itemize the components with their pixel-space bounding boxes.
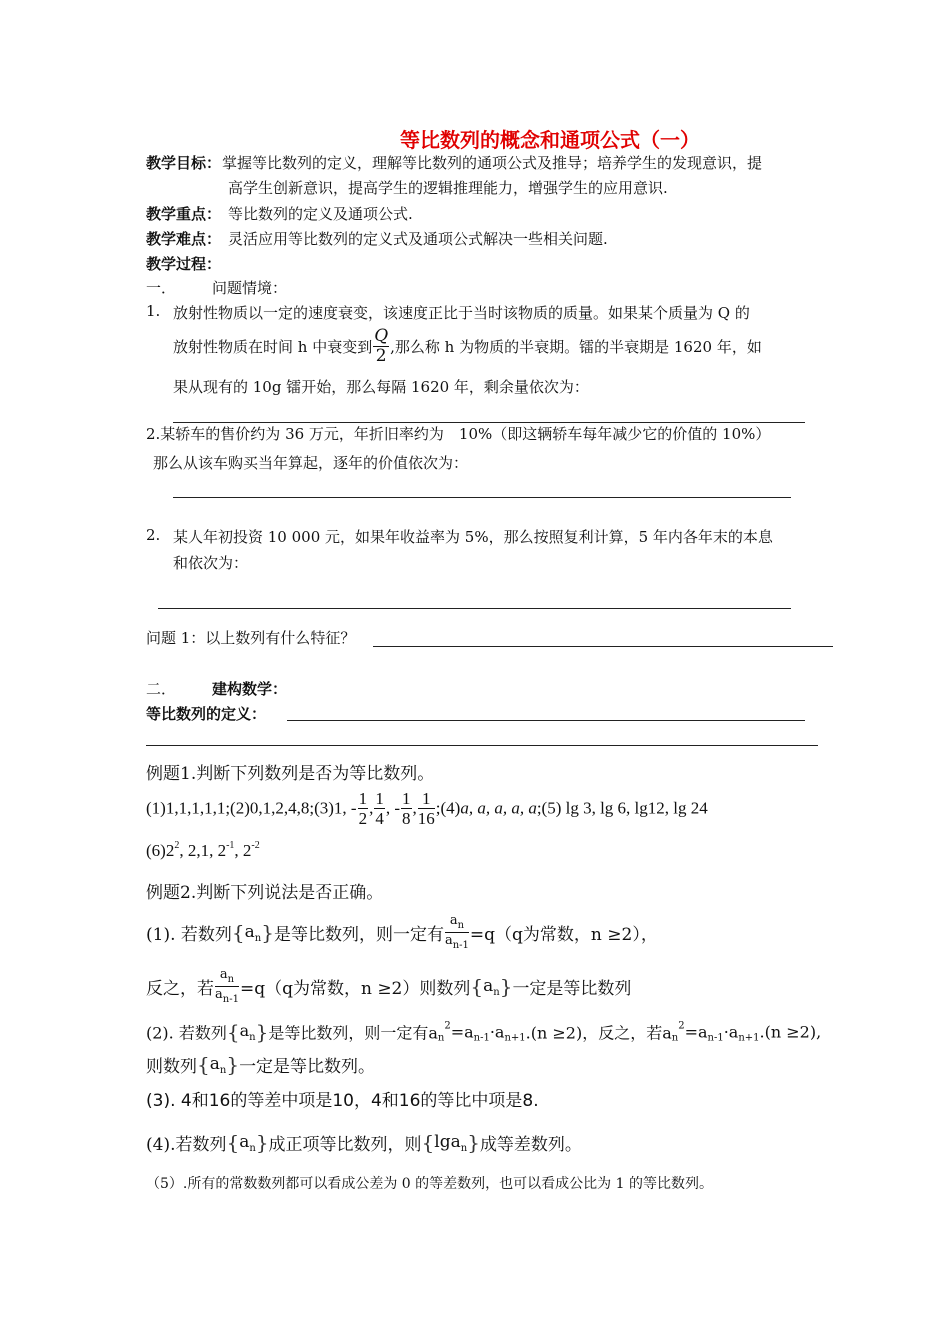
answer-line-3	[158, 608, 791, 609]
process-label: 教学过程：	[146, 255, 222, 273]
statement4	[146, 1130, 582, 1155]
subscript: n-1	[452, 940, 469, 951]
item3-num: 2.	[146, 526, 161, 544]
keypoints-label: 教学重点：	[146, 205, 222, 223]
a-n	[245, 922, 262, 942]
right-brace: }	[467, 1130, 480, 1155]
subscript: n-1	[222, 994, 239, 1005]
statement3: (3). 4和16的等差中项是10，4和16的等比中项是8.	[146, 1091, 539, 1111]
denominator: 8	[402, 809, 411, 828]
a: a	[244, 921, 255, 942]
section2-title: 建构数学：	[212, 680, 288, 698]
example1-sequences	[146, 790, 708, 827]
s2-part-e: .(n ≥2)，反之，若a	[525, 1023, 672, 1043]
example1-title: 例题1.判断下列数列是否为等比数列。	[146, 764, 435, 784]
item1-line3: 果从现有的 10g 镭开始，那么每隔 1620 年，剩余量依次为：	[173, 378, 589, 396]
a-n	[239, 1021, 256, 1043]
subscript: n	[493, 986, 500, 998]
s2-part-b: 是等比数列，则一定有a	[268, 1023, 438, 1043]
difficulty-label: 教学难点：	[146, 230, 222, 248]
difficulty-text: 灵活应用等比数列的定义式及通项公式解决一些相关问题.	[228, 230, 608, 248]
numerator: 1	[402, 789, 411, 808]
s2-part-g: 则数列	[146, 1057, 197, 1077]
a: a	[215, 987, 223, 1002]
comma-minus: , -	[385, 798, 401, 818]
subscript: n	[249, 1032, 256, 1043]
example2-title: 例题2.判断下列说法是否正确。	[146, 883, 384, 903]
goals-line1: 掌握等比数列的定义，理解等比数列的通项公式及推导；培养学生的发现意识，提	[222, 154, 763, 172]
s2-part-a: (2). 若数列	[146, 1023, 227, 1043]
a: a	[239, 1021, 250, 1040]
question1: 问题 1：以上数列有什么特征？	[146, 629, 356, 647]
superscript: -2	[251, 840, 260, 851]
subscript: n+1	[738, 1032, 760, 1044]
minus-sign: -	[350, 798, 357, 818]
a: a	[209, 1053, 220, 1074]
item3-line1: 某人年初投资 10 000 元，如果年收益率为 5%，那么按照复利计算，5 年内各年末的本息	[173, 528, 773, 546]
keypoints-text: 等比数列的定义及通项公式.	[228, 205, 413, 223]
answer-line-2	[173, 497, 791, 498]
s2-part-c: =a	[450, 1022, 474, 1042]
item1-line2	[173, 328, 762, 365]
page-title: 等比数列的概念和通项公式（一）	[400, 128, 700, 152]
lga: lga	[434, 1131, 461, 1152]
left-brace: {	[421, 1130, 435, 1155]
statement1	[146, 914, 658, 951]
s4-part-b: 成正项等比数列，则	[268, 1135, 422, 1155]
a: a	[483, 975, 494, 996]
statement2	[146, 1020, 821, 1044]
s2-part-c: =a	[684, 1022, 708, 1042]
fraction-1-8	[401, 790, 412, 827]
answer-line-question1	[373, 646, 833, 647]
s1-part-c: =q（q为常数，n ≥2），	[469, 925, 658, 945]
section1-num: 一．	[146, 279, 177, 297]
s4-part-a: (4).若数列	[146, 1135, 227, 1155]
subscript: n	[219, 1064, 227, 1076]
fraction-denominator: 2	[375, 346, 387, 366]
superscript: 2	[444, 1020, 451, 1032]
item1-line2b: ,那么称 h 为物质的半衰期。镭的半衰期是 1620 年，如	[390, 338, 762, 356]
sequences-part2: ;(4)	[435, 798, 461, 818]
left-brace: {	[231, 920, 245, 945]
subscript: n+1	[504, 1032, 526, 1044]
a: a	[449, 913, 458, 928]
superscript: 2	[678, 1020, 685, 1032]
fraction-1-16	[418, 790, 435, 827]
right-brace: }	[255, 1020, 269, 1044]
s2-part-h: 一定是等比数列。	[239, 1057, 376, 1077]
numerator: 1	[375, 789, 384, 808]
a-n	[210, 1054, 227, 1074]
fraction-numerator: Q	[374, 326, 389, 346]
an-over-an-1-fraction	[445, 914, 469, 951]
sequences-part1: (1)1,1,1,1,1;(2)0,1,2,4,8;(3)1,	[146, 798, 347, 818]
numerator	[215, 968, 239, 987]
subscript: n	[227, 974, 235, 985]
item2-line1: 2.某轿车的售价约为 36 万元，年折旧率约为 10%（即这辆轿车每年减少它的价值的 10%）	[146, 425, 771, 443]
numerator: 1	[358, 789, 368, 808]
s1r-part-b: =q（q为常数，n ≥2）则数列	[239, 979, 471, 999]
subscript: n	[457, 920, 465, 931]
seq6-sep: , 2	[234, 841, 252, 860]
left-brace: {	[470, 974, 484, 999]
a-n	[239, 1132, 256, 1152]
right-brace: }	[226, 1052, 240, 1077]
superscript: -1	[226, 840, 235, 851]
denominator: 4	[375, 809, 384, 828]
s2-part-d: ·a	[723, 1022, 739, 1042]
q-over-2-fraction	[373, 328, 389, 365]
section2-num: 二．	[146, 680, 177, 698]
s2-part-f: .(n ≥2),	[759, 1022, 822, 1042]
subscript: n	[437, 1032, 445, 1044]
seq6-rest: , 2,1, 2	[179, 841, 227, 860]
statement1-converse	[146, 968, 631, 1005]
s1-part-b: 是等比数列，则一定有	[273, 925, 444, 945]
definition-line-2	[146, 745, 818, 746]
superscript: 2	[174, 840, 180, 851]
a: a	[239, 1131, 250, 1152]
an-over-an-1-fraction	[215, 968, 239, 1005]
denominator	[445, 933, 469, 951]
denominator: 16	[417, 809, 435, 828]
s1-part-a: (1). 若数列	[146, 925, 232, 945]
left-brace: {	[226, 1020, 240, 1044]
fraction-1-4	[374, 790, 385, 827]
sequences-part3: a, a, a, a, a	[460, 798, 537, 818]
example1-line2	[146, 840, 260, 861]
a: a	[219, 967, 228, 982]
item1-line2a: 放射性物质在时间 h 中衰变到	[173, 338, 373, 356]
subscript: n	[671, 1032, 679, 1044]
goals-label: 教学目标：	[146, 154, 222, 172]
definition-label: 等比数列的定义：	[146, 705, 267, 723]
denominator	[215, 987, 239, 1005]
denominator: 2	[358, 809, 368, 828]
numerator: 1	[418, 790, 435, 809]
goals-line2: 高学生创新意识，提高学生的逻辑推理能力，增强学生的应用意识.	[228, 179, 668, 197]
subscript: n-1	[473, 1032, 490, 1044]
statement5: （5）.所有的常数数列都可以看成公差为 0 的等差数列，也可以看成公比为 1 的等比数列。	[146, 1176, 713, 1192]
left-brace: {	[197, 1052, 210, 1077]
numerator	[445, 914, 469, 933]
s4-part-c: 成等差数列。	[479, 1135, 582, 1155]
item2-line2: 那么从该车购买当年算起，逐年的价值依次为：	[153, 454, 469, 472]
seq6-base: (6)2	[146, 841, 175, 860]
subscript: n	[460, 1142, 468, 1154]
sequences-part4: ;(5) lg 3, lg 6, lg12, lg 24	[536, 798, 708, 818]
a: a	[444, 933, 453, 948]
right-brace: }	[261, 920, 274, 945]
lg-a-n	[434, 1132, 467, 1152]
a-n	[483, 976, 500, 996]
comma: ,	[369, 798, 374, 818]
section1-title: 问题情境：	[212, 279, 288, 297]
s2-part-d: ·a	[489, 1022, 505, 1042]
item3-line2: 和依次为：	[173, 554, 249, 572]
statement2-tail	[146, 1052, 375, 1077]
definition-line-1	[287, 720, 805, 721]
comma: ,	[412, 798, 417, 818]
item1-num: 1.	[146, 302, 161, 320]
right-brace: }	[255, 1130, 269, 1155]
subscript: n	[254, 932, 262, 944]
left-brace: {	[226, 1130, 240, 1155]
s1r-part-c: 一定是等比数列	[512, 979, 632, 999]
subscript: n-1	[707, 1032, 724, 1044]
fraction-1-2	[358, 790, 369, 827]
s1r-part-a: 反之，若	[146, 979, 214, 999]
item1-line1: 放射性物质以一定的速度衰变，该速度正比于当时该物质的质量。如果某个质量为 Q 的	[173, 304, 750, 322]
subscript: n	[249, 1142, 256, 1154]
right-brace: }	[499, 974, 513, 999]
